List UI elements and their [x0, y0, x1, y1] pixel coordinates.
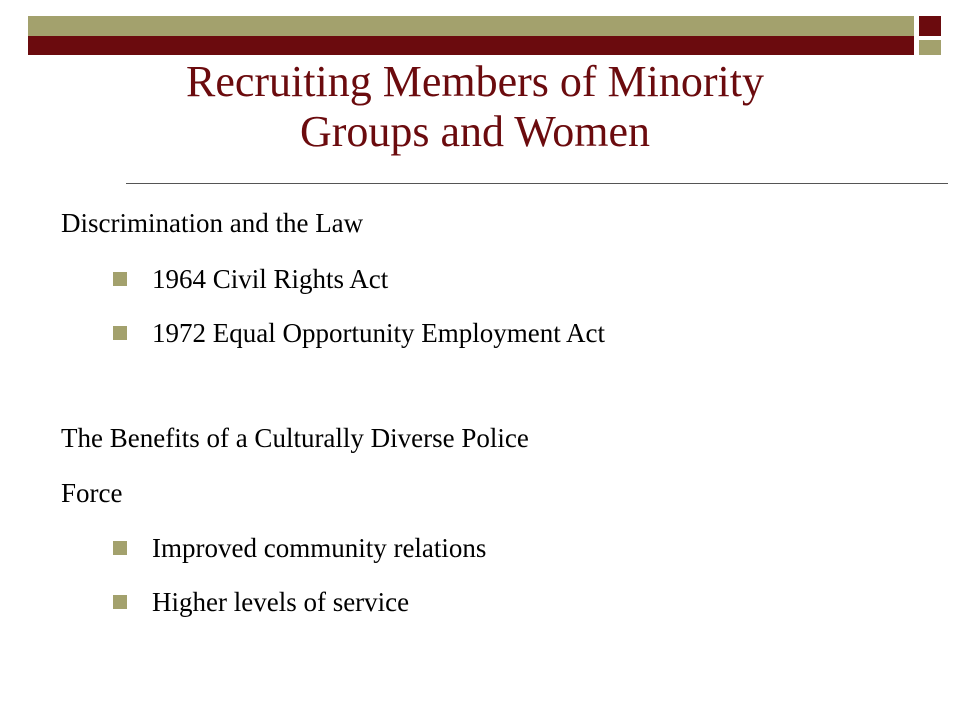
title-divider: [126, 183, 948, 184]
slide-title-line-2: Groups and Women: [299, 107, 651, 156]
bullet-item-higher-service: Higher levels of service: [152, 587, 410, 617]
header-olive-bar: [28, 16, 914, 36]
section-heading-benefits-line-1: The Benefits of a Culturally Diverse Police: [61, 423, 529, 453]
header-olive-square: [919, 40, 941, 55]
header-maroon-square: [919, 16, 941, 36]
slide-title-line-1: Recruiting Members of Minority: [185, 57, 764, 106]
section-heading-benefits-line-2: Force: [61, 478, 123, 508]
bullet-square-icon: [113, 595, 127, 609]
header-maroon-bar: [28, 36, 914, 55]
bullet-square-icon: [113, 541, 127, 555]
bullet-square-icon: [113, 326, 127, 340]
bullet-item-equal-opportunity-act: 1972 Equal Opportunity Employment Act: [152, 318, 605, 348]
bullet-square-icon: [113, 272, 127, 286]
bullet-item-civil-rights-act: 1964 Civil Rights Act: [152, 264, 389, 294]
bullet-item-community-relations: Improved community relations: [152, 533, 487, 563]
slide-title: [60, 57, 890, 157]
section-heading-discrimination: Discrimination and the Law: [61, 208, 364, 238]
